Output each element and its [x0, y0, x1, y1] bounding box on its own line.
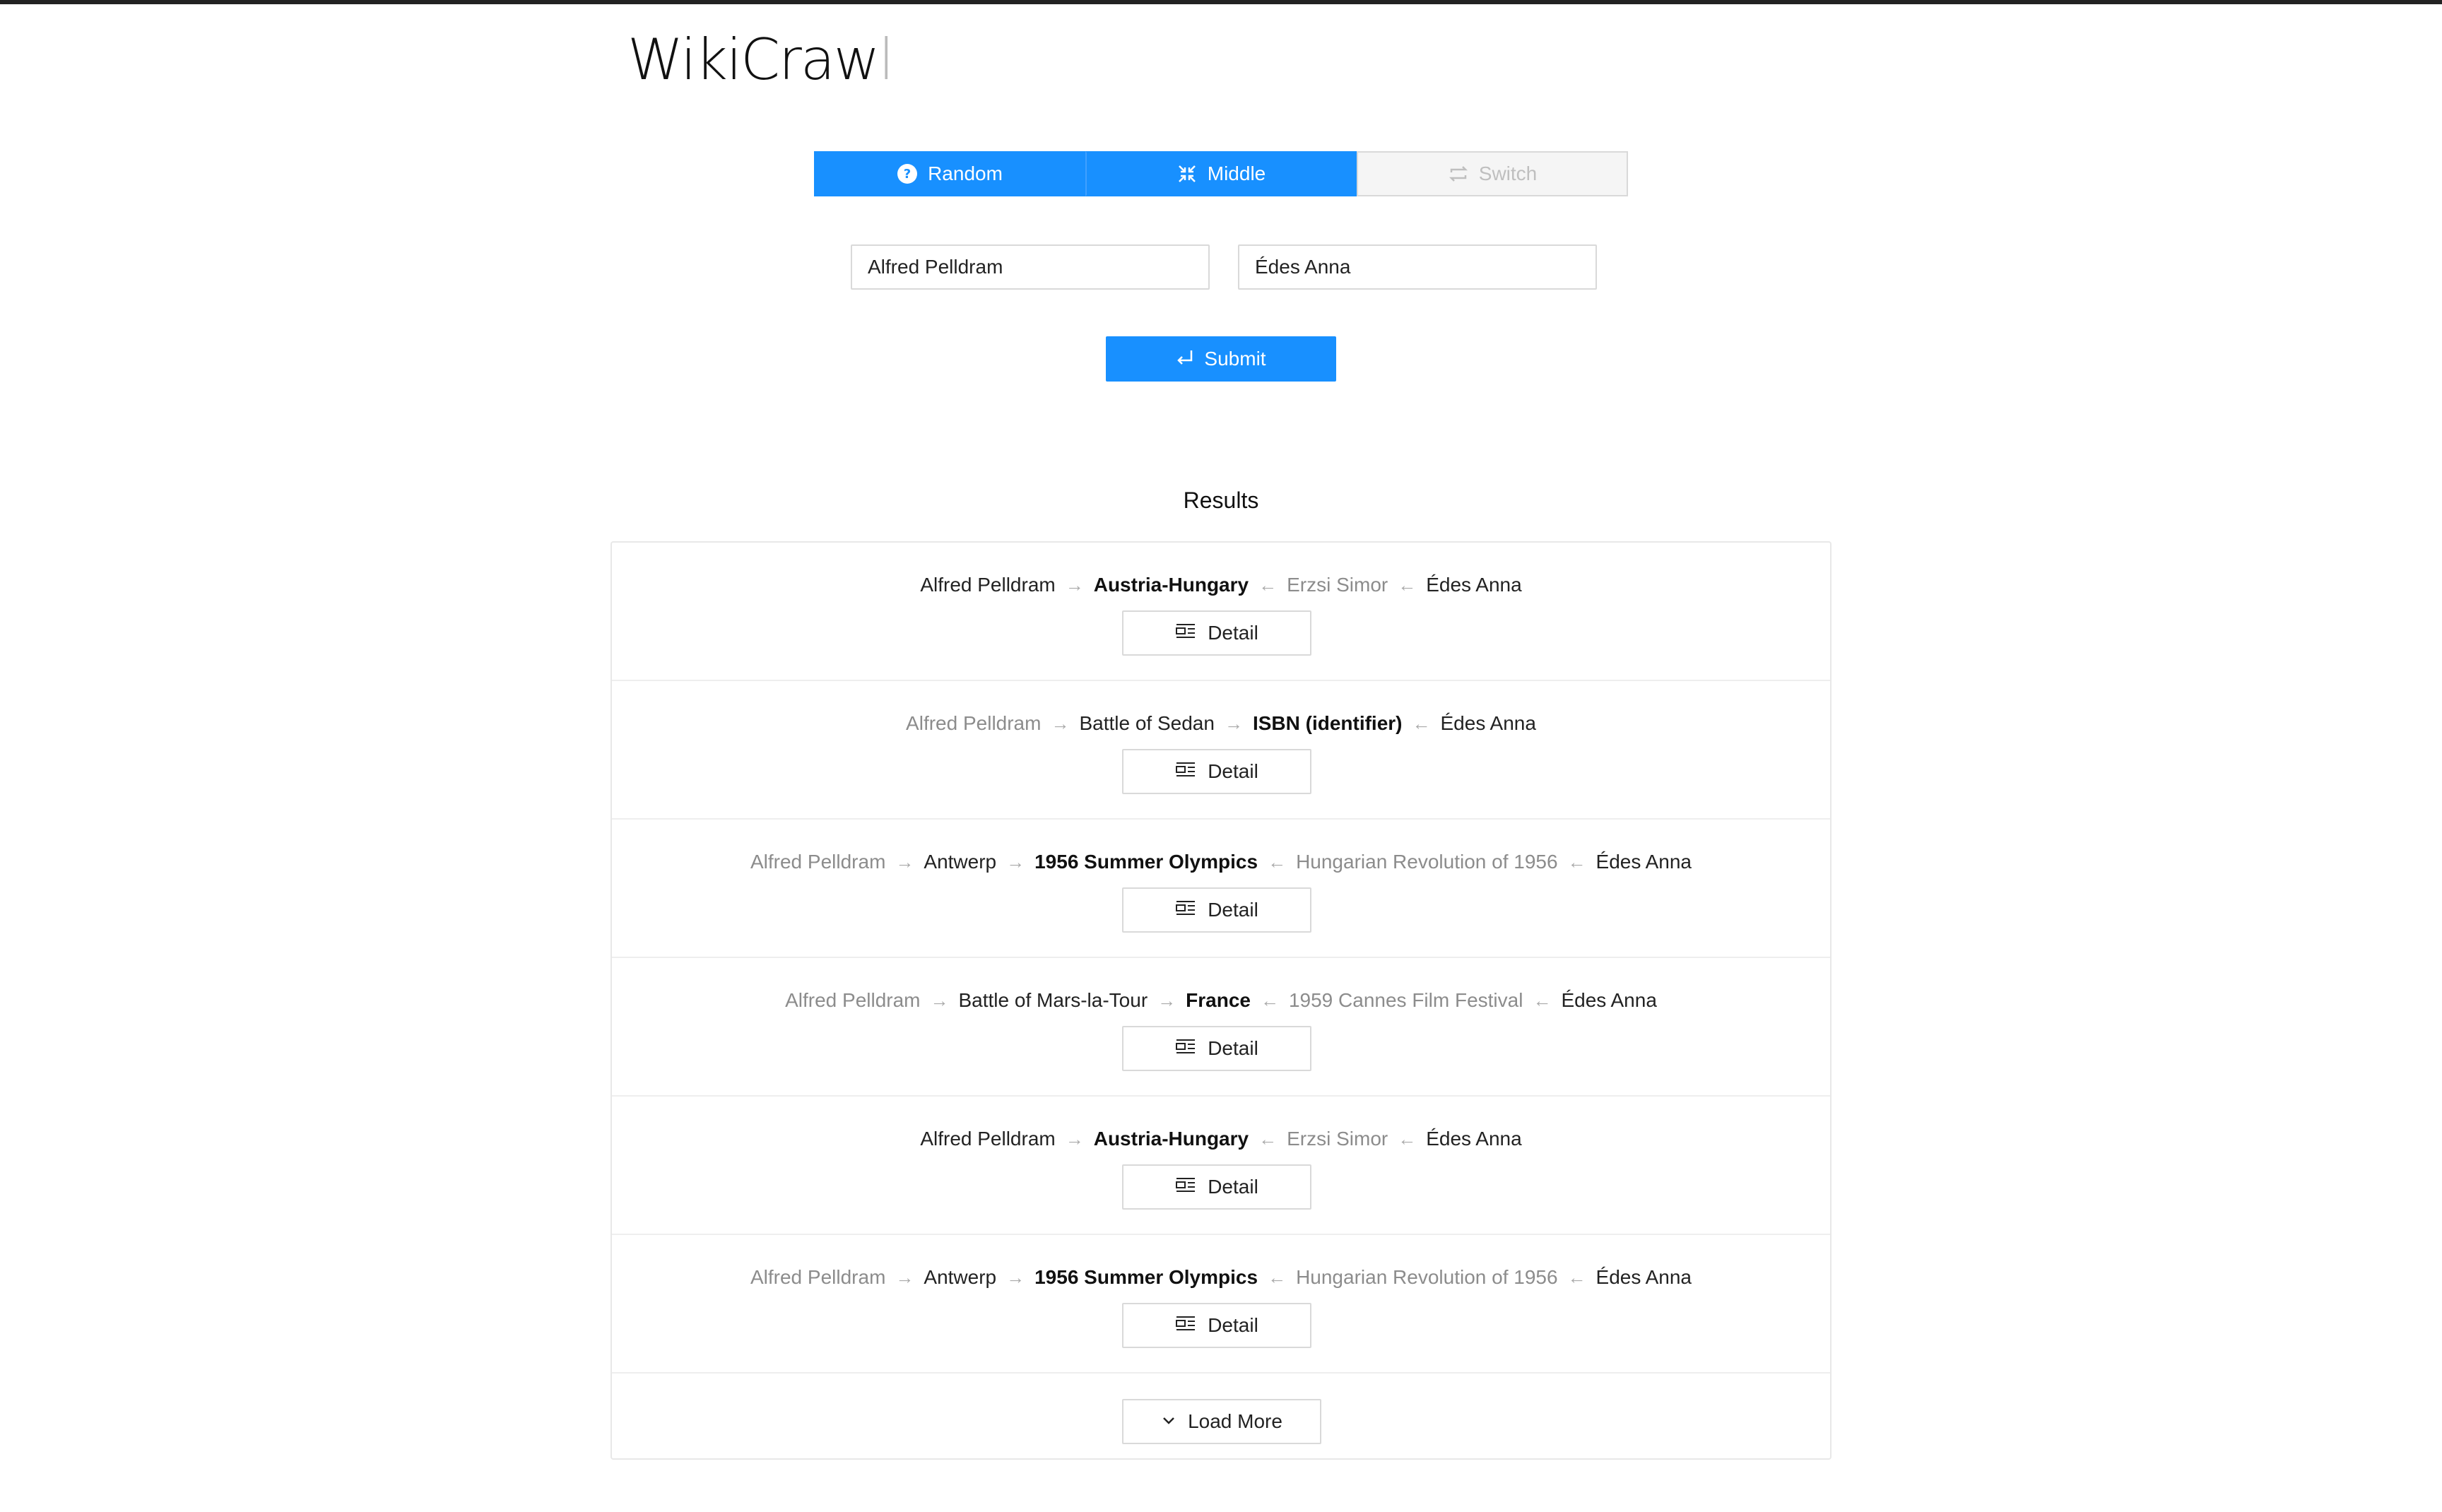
arrow-right-icon: →: [1224, 713, 1243, 734]
mode-button-group: [814, 151, 1628, 196]
swap-icon: [1448, 163, 1469, 184]
path-node: Antwerp: [924, 851, 997, 873]
arrow-left-icon: ←: [1260, 990, 1279, 1011]
arrow-right-icon: →: [1065, 1128, 1084, 1150]
arrow-left-icon: ←: [1258, 1128, 1278, 1150]
logo-main-text: WikiCraw: [627, 27, 879, 93]
submit-button[interactable]: [1106, 336, 1336, 382]
middle-button-label: Middle: [1207, 163, 1266, 184]
load-more-label: Load More: [1188, 1410, 1282, 1432]
path-node: Alfred Pelldram: [906, 712, 1042, 734]
question-circle-icon: [897, 163, 918, 184]
path-node: Édes Anna: [1426, 1128, 1522, 1150]
path-node: Alfred Pelldram: [920, 574, 1056, 596]
path-node: Austria-Hungary: [1093, 574, 1249, 596]
result-item: [612, 543, 1830, 681]
path-node: Alfred Pelldram: [750, 1266, 886, 1288]
load-more-row: [612, 1374, 1830, 1512]
arrow-left-icon: ←: [1268, 851, 1287, 873]
detail-button[interactable]: [1122, 749, 1311, 794]
detail-icon: [1175, 1176, 1196, 1198]
result-item: [612, 1097, 1830, 1235]
path-node: Alfred Pelldram: [785, 989, 921, 1011]
result-item: [612, 958, 1830, 1097]
svg-text:?: ?: [903, 167, 912, 182]
detail-button-label: Detail: [1208, 760, 1258, 782]
logo-tail-text: l: [878, 27, 893, 93]
result-item: [612, 820, 1830, 958]
app-logo[interactable]: [627, 28, 893, 92]
detail-button[interactable]: [1122, 610, 1311, 656]
results-list: [610, 541, 1832, 1460]
detail-icon: [1175, 1314, 1196, 1337]
path-node: Édes Anna: [1595, 851, 1692, 873]
arrow-right-icon: →: [895, 851, 914, 873]
arrow-right-icon: →: [1157, 990, 1176, 1011]
detail-icon: [1175, 899, 1196, 921]
detail-button-label: Detail: [1208, 1037, 1258, 1059]
detail-button[interactable]: [1122, 1026, 1311, 1071]
chevron-down-icon: [1161, 1410, 1176, 1433]
arrow-left-icon: ←: [1258, 574, 1278, 596]
target-article-input[interactable]: [1238, 244, 1597, 290]
path-node: France: [1186, 989, 1251, 1011]
result-item: [612, 1235, 1830, 1374]
path-node: Hungarian Revolution of 1956: [1296, 1266, 1558, 1288]
detail-button-label: Detail: [1208, 1314, 1258, 1336]
detail-button[interactable]: [1122, 1303, 1311, 1348]
path-node: Édes Anna: [1426, 574, 1522, 596]
path-node: Battle of Mars-la-Tour: [958, 989, 1148, 1011]
path-node: Édes Anna: [1561, 989, 1657, 1011]
result-path: [612, 848, 1830, 876]
path-node: Alfred Pelldram: [920, 1128, 1056, 1150]
results-heading: Results: [1183, 488, 1259, 513]
detail-button[interactable]: [1122, 887, 1311, 933]
result-path: [612, 986, 1830, 1015]
result-path: [612, 1125, 1830, 1153]
result-item: [612, 681, 1830, 820]
load-more-button[interactable]: [1122, 1399, 1321, 1444]
result-path: [612, 709, 1830, 738]
arrow-left-icon: ←: [1398, 1128, 1417, 1150]
path-node: Erzsi Simor: [1287, 1128, 1388, 1150]
arrow-left-icon: ←: [1533, 990, 1552, 1011]
path-node: Austria-Hungary: [1093, 1128, 1249, 1150]
switch-button-label: Switch: [1478, 163, 1538, 184]
arrow-right-icon: →: [1065, 574, 1084, 596]
top-border: [0, 0, 2442, 4]
result-path: [612, 571, 1830, 599]
path-node: 1959 Cannes Film Festival: [1288, 989, 1523, 1011]
detail-button-label: Detail: [1208, 622, 1258, 644]
arrow-right-icon: →: [895, 1267, 914, 1288]
result-path: [612, 1263, 1830, 1292]
search-inputs: [851, 244, 1597, 290]
arrow-left-icon: ←: [1268, 1267, 1287, 1288]
enter-icon: [1176, 348, 1194, 371]
random-button[interactable]: [814, 151, 1085, 196]
arrow-right-icon: →: [1051, 713, 1070, 734]
path-node: Édes Anna: [1595, 1266, 1692, 1288]
path-node: ISBN (identifier): [1252, 712, 1403, 734]
detail-button-label: Detail: [1208, 899, 1258, 921]
path-node: Erzsi Simor: [1287, 574, 1388, 596]
path-node: Hungarian Revolution of 1956: [1296, 851, 1558, 873]
path-node: Antwerp: [924, 1266, 997, 1288]
detail-button[interactable]: [1122, 1164, 1311, 1210]
switch-button[interactable]: [1357, 151, 1628, 196]
middle-button[interactable]: [1085, 151, 1357, 196]
detail-icon: [1175, 1037, 1196, 1060]
path-node: 1956 Summer Olympics: [1034, 851, 1258, 873]
arrow-left-icon: ←: [1398, 574, 1417, 596]
path-node: Alfred Pelldram: [750, 851, 886, 873]
shrink-icon: [1176, 163, 1198, 184]
detail-icon: [1175, 622, 1196, 644]
detail-icon: [1175, 760, 1196, 783]
path-node: Édes Anna: [1440, 712, 1536, 734]
arrow-right-icon: →: [1006, 851, 1025, 873]
path-node: Battle of Sedan: [1079, 712, 1215, 734]
arrow-left-icon: ←: [1567, 851, 1586, 873]
arrow-left-icon: ←: [1567, 1267, 1586, 1288]
submit-button-label: Submit: [1204, 348, 1266, 370]
path-node: 1956 Summer Olympics: [1034, 1266, 1258, 1288]
source-article-input[interactable]: [851, 244, 1210, 290]
random-button-label: Random: [928, 163, 1003, 184]
arrow-right-icon: →: [1006, 1267, 1025, 1288]
detail-button-label: Detail: [1208, 1176, 1258, 1198]
arrow-right-icon: →: [930, 990, 949, 1011]
arrow-left-icon: ←: [1412, 713, 1431, 734]
